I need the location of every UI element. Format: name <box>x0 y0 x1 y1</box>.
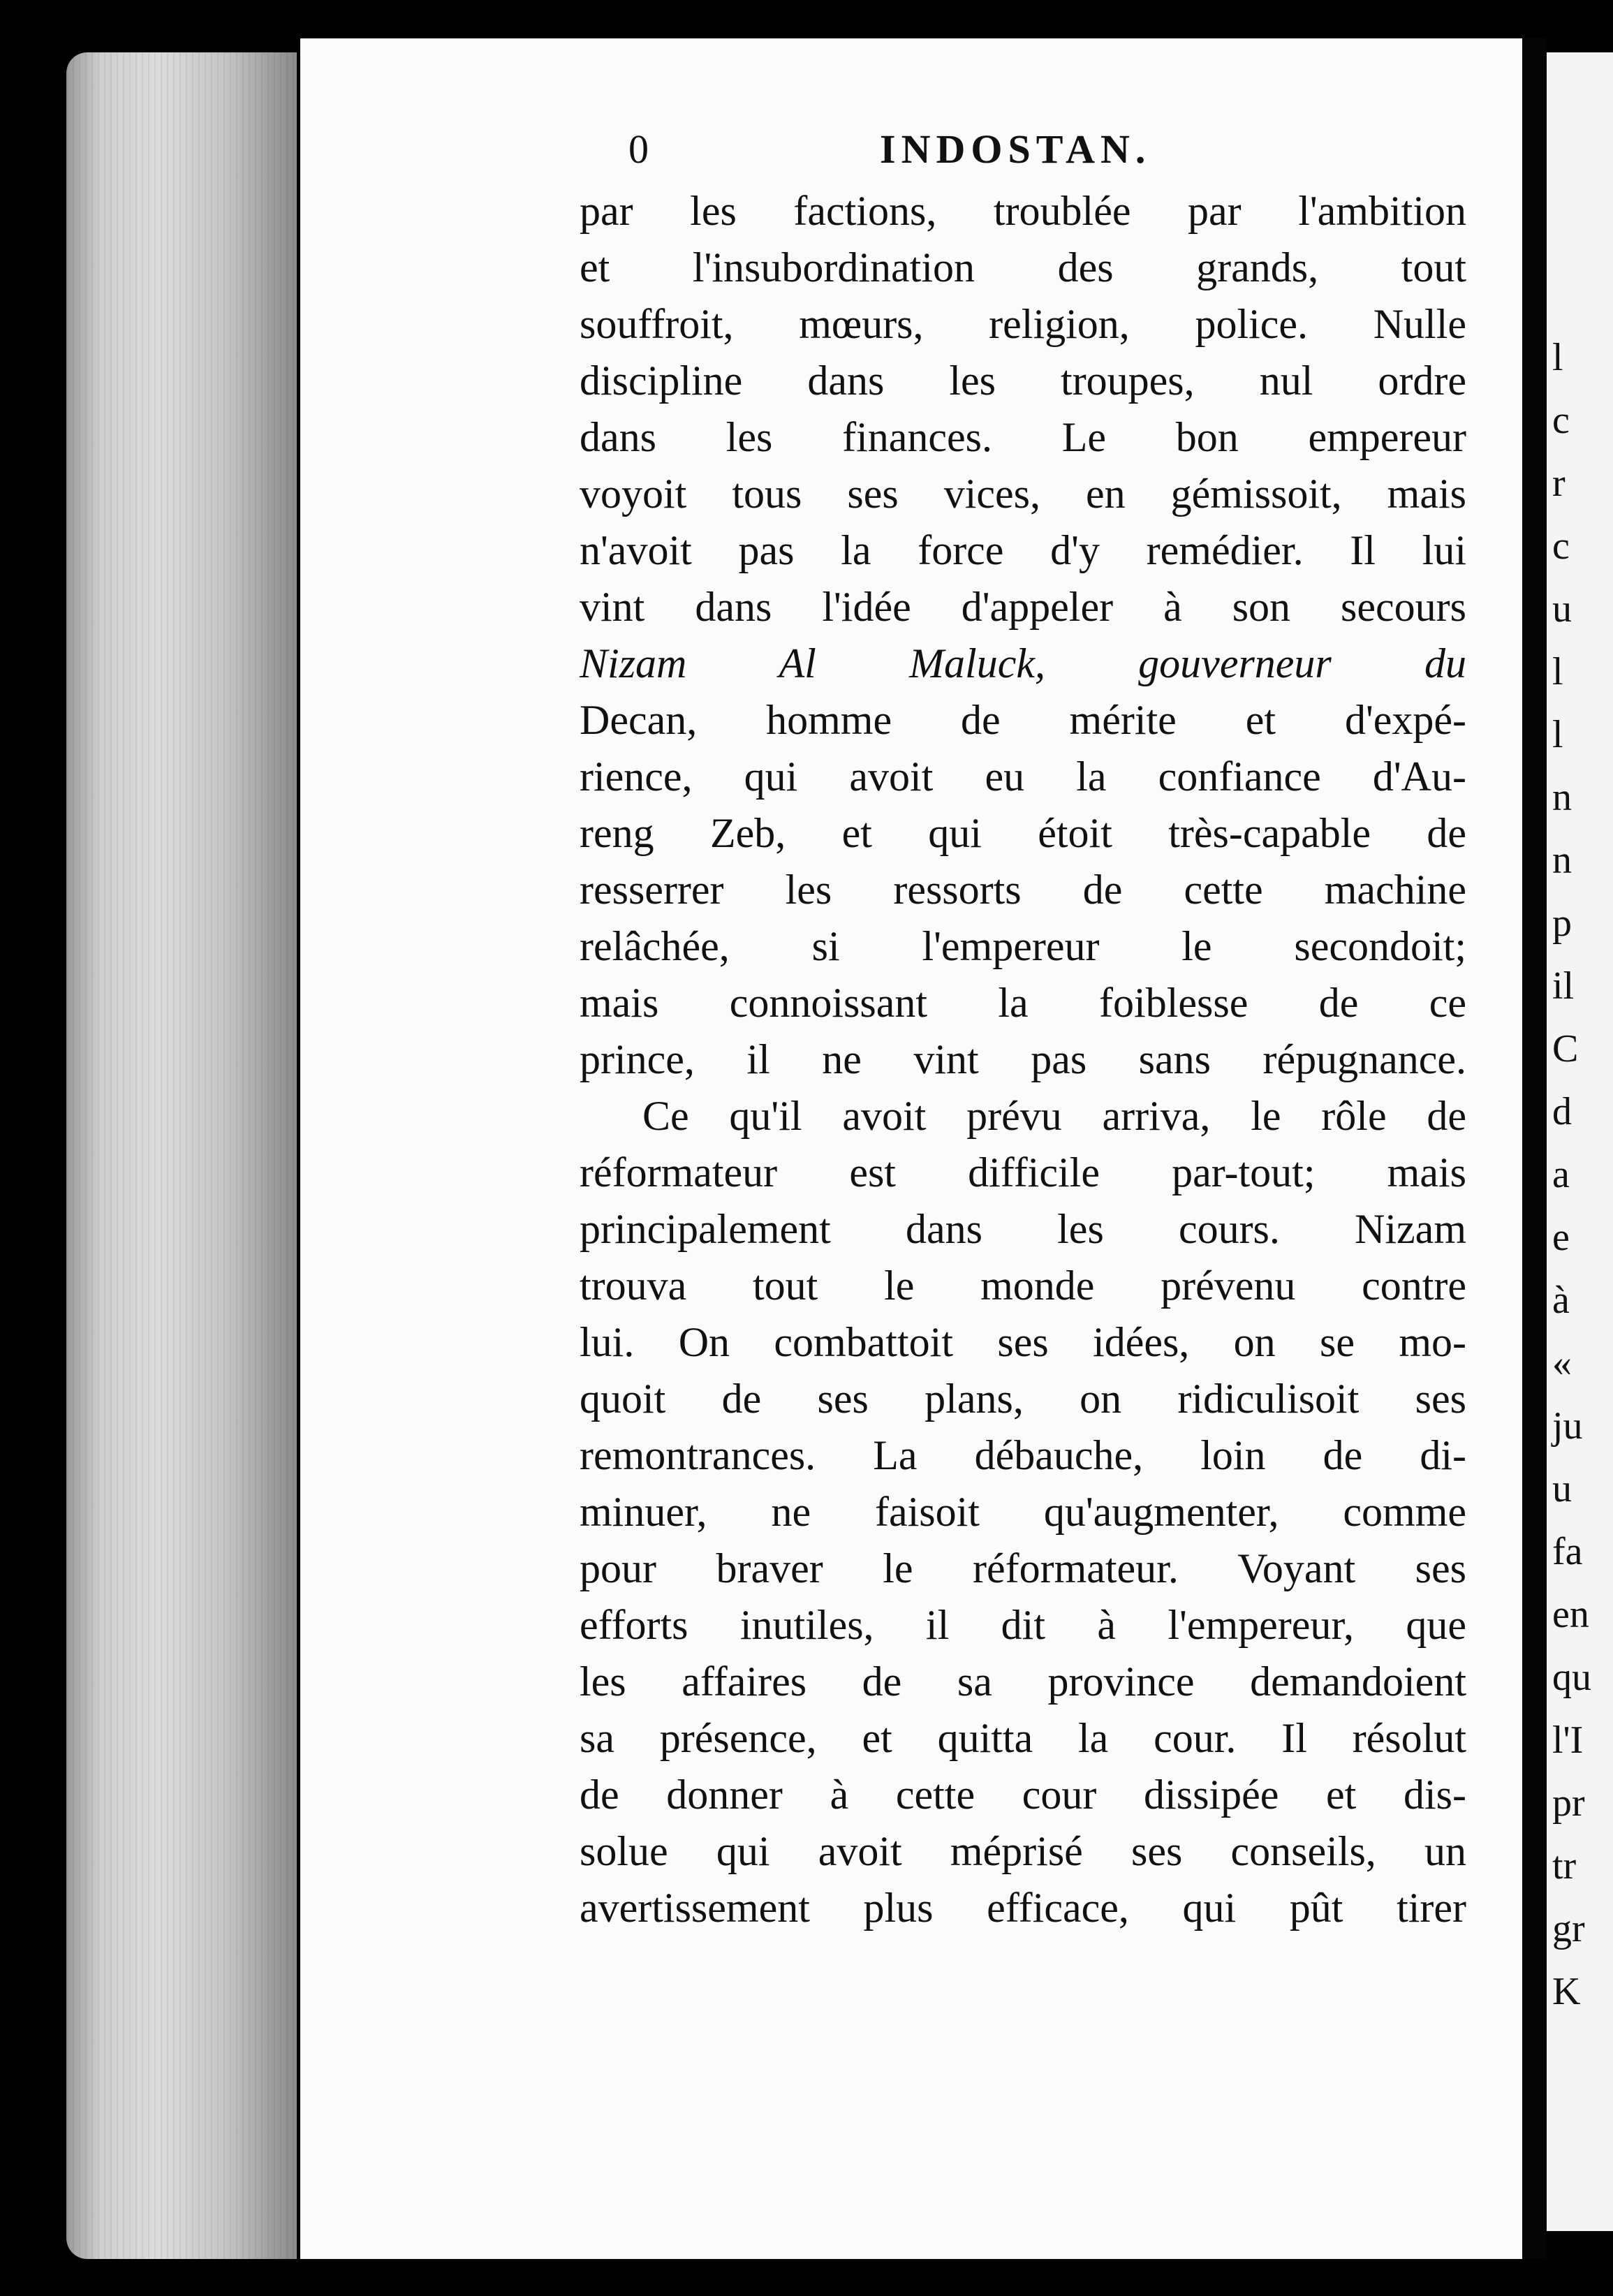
text-line: n'avoit pas la force d'y remédier. Il lui <box>580 527 1466 573</box>
body-text <box>580 183 1466 1936</box>
page-header <box>628 126 1466 182</box>
facing-page-letter: tr <box>1552 1844 1577 1887</box>
page-edge-texture <box>66 52 297 2259</box>
facing-page-letter: r <box>1552 462 1566 505</box>
text-line: lui. On combattoit ses idées, on se mo- <box>580 1319 1466 1365</box>
facing-page-letter: gr <box>1552 1907 1585 1950</box>
facing-page-letter: a <box>1552 1153 1570 1196</box>
facing-page-letter: u <box>1552 1467 1572 1510</box>
text-line: reng Zeb, et qui étoit très-capable de <box>580 810 1466 856</box>
text-line: Decan, homme de mérite et d'expé- <box>580 697 1466 743</box>
text-line: par les factions, troublée par l'ambition <box>580 188 1466 234</box>
text-line: discipline dans les troupes, nul ordre <box>580 358 1466 404</box>
facing-page-letter: il <box>1552 964 1575 1008</box>
text-line: relâchée, si l'empereur le secondoit; <box>580 923 1466 969</box>
facing-page-letter: e <box>1552 1216 1570 1259</box>
facing-page-letter: à <box>1552 1279 1570 1322</box>
facing-page-letter: « <box>1552 1341 1572 1385</box>
text-line: souffroit, mœurs, religion, police. Nulle <box>580 301 1466 347</box>
text-line: prince, il ne vint pas sans répugnance. <box>580 1036 1466 1082</box>
running-title: INDOSTAN. <box>880 126 1151 172</box>
text-line: quoit de ses plans, on ridiculisoit ses <box>580 1376 1466 1422</box>
facing-page-letter: u <box>1552 587 1572 631</box>
text-line: avertissement plus efficace, qui pût tirer <box>580 1885 1466 1931</box>
facing-page-letter: en <box>1552 1593 1589 1636</box>
facing-page-letter: l <box>1552 650 1563 693</box>
text-line: et l'insubordination des grands, tout <box>580 244 1466 290</box>
text-line: principalement dans les cours. Nizam <box>580 1206 1466 1252</box>
text-line: minuer, ne faisoit qu'augmenter, comme <box>580 1489 1466 1535</box>
facing-page-letter: n <box>1552 776 1572 819</box>
text-line: vint dans l'idée d'appeler à son secours <box>580 584 1466 630</box>
facing-page-letter: ju <box>1552 1404 1583 1448</box>
facing-page-letter: pr <box>1552 1781 1585 1825</box>
text-line: sa présence, et quitta la cour. Il résolut <box>580 1715 1466 1761</box>
facing-page-fragment <box>1547 52 1613 2231</box>
facing-page-letter: l'I <box>1552 1719 1584 1762</box>
facing-page-letter: fa <box>1552 1530 1583 1573</box>
text-line: pour braver le réformateur. Voyant ses <box>580 1545 1466 1591</box>
text-line: trouva tout le monde prévenu contre <box>580 1263 1466 1309</box>
gutter <box>1522 38 1547 2259</box>
text-line: les affaires de sa province demandoient <box>580 1658 1466 1705</box>
text-line: Ce qu'il avoit prévu arriva, le rôle de <box>642 1093 1466 1139</box>
text-line: dans les finances. Le bon empereur <box>580 414 1466 460</box>
text-line: rience, qui avoit eu la confiance d'Au- <box>580 753 1466 800</box>
facing-page-letter: l <box>1552 713 1563 756</box>
facing-page-letter: p <box>1552 902 1572 945</box>
text-line: resserrer les ressorts de cette machine <box>580 867 1466 913</box>
facing-page-letter: c <box>1552 399 1570 442</box>
facing-page-letter: l <box>1552 336 1563 379</box>
page-number: 0 <box>628 126 654 172</box>
text-line: Nizam Al Maluck, gouverneur du <box>580 640 1466 686</box>
text-line: solue qui avoit méprisé ses conseils, un <box>580 1828 1466 1874</box>
text-line: remontrances. La débauche, loin de di- <box>580 1432 1466 1478</box>
text-line: mais connoissant la foiblesse de ce <box>580 980 1466 1026</box>
text-line: efforts inutiles, il dit à l'empereur, que <box>580 1602 1466 1648</box>
facing-page-letter: K <box>1552 1970 1581 2013</box>
facing-page-letter: d <box>1552 1090 1572 1133</box>
facing-page-letter: C <box>1552 1027 1579 1070</box>
text-line: de donner à cette cour dissipée et dis- <box>580 1772 1466 1818</box>
facing-page-letter: n <box>1552 839 1572 882</box>
facing-page-letter: qu <box>1552 1656 1591 1699</box>
facing-page-letter: c <box>1552 524 1570 568</box>
text-line: voyoit tous ses vices, en gémissoit, mais <box>580 471 1466 517</box>
text-line: réformateur est difficile par-tout; mais <box>580 1149 1466 1195</box>
